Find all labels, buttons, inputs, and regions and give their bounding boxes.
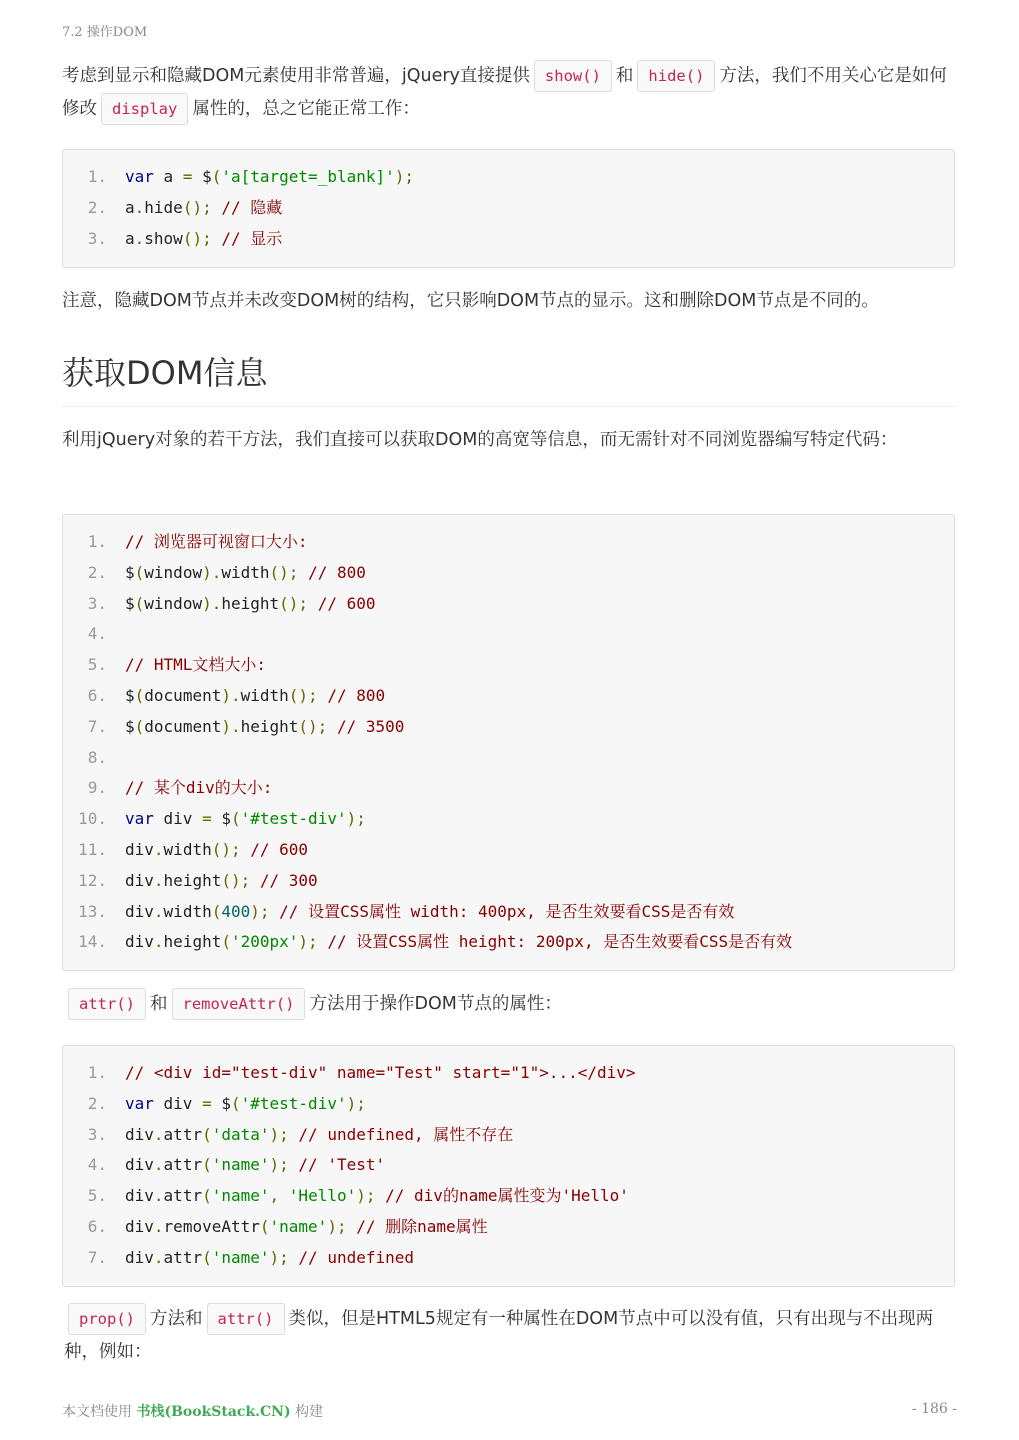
line-number: 5. xyxy=(87,655,107,675)
code-token xyxy=(212,198,222,217)
code-token xyxy=(327,717,337,736)
code-token: 400 xyxy=(221,901,251,921)
code-token: 'name' xyxy=(211,1247,270,1267)
code-block-attr xyxy=(62,1045,955,1287)
code-token: div xyxy=(125,870,154,890)
code-line xyxy=(63,804,954,835)
code-token: attr xyxy=(163,1186,203,1206)
code-token: ); xyxy=(394,167,415,186)
code-line xyxy=(63,162,954,193)
code-text xyxy=(125,1058,636,1089)
code-token: = xyxy=(202,809,212,829)
code-token: ( xyxy=(211,901,222,921)
code-token: width xyxy=(163,839,212,859)
running-header: 7.2 操作DOM xyxy=(62,25,148,40)
code-token: $ xyxy=(125,593,135,613)
code-token: div xyxy=(153,1093,203,1113)
code-token xyxy=(289,1125,299,1144)
line-number: 9. xyxy=(87,778,107,798)
code-token: div xyxy=(125,1124,154,1144)
code-token: div xyxy=(125,901,154,921)
line-number: 1. xyxy=(87,1063,107,1082)
code-token: height xyxy=(163,932,222,952)
code-token: window xyxy=(144,593,203,613)
code-token: ); xyxy=(346,1093,366,1113)
line-number: 6. xyxy=(87,685,107,705)
code-token: '#test-div' xyxy=(240,1093,347,1113)
code-line xyxy=(63,558,954,589)
code-token: ( xyxy=(221,932,231,952)
code-token: $ xyxy=(211,1093,231,1113)
code-token: div xyxy=(153,809,203,829)
inline-code-prop: prop() xyxy=(68,1303,146,1335)
line-number: 3. xyxy=(87,593,107,613)
code-token: // 300 xyxy=(259,870,318,890)
code-token: height xyxy=(221,593,280,613)
code-token xyxy=(347,1217,357,1236)
code-token: ); xyxy=(269,1124,289,1144)
code-line xyxy=(63,835,954,866)
paragraph-dom-info: 利用jQuery对象的若干方法，我们直接可以获取DOM的高宽等信息，而无需针对不同浏览器编写特定代码： xyxy=(62,430,898,450)
code-token: // 显示 xyxy=(221,228,283,248)
code-token: // HTML文档大小: xyxy=(125,655,267,675)
code-token xyxy=(279,1186,289,1205)
code-line xyxy=(63,193,954,224)
code-token: height xyxy=(240,716,299,736)
code-token: (); xyxy=(182,197,212,217)
code-line xyxy=(63,224,954,255)
code-token: ); xyxy=(298,932,318,952)
code-token: // 浏览器可视窗口大小: xyxy=(125,532,308,551)
code-token: div xyxy=(125,1186,154,1206)
paragraph-text: 类似，但是HTML5规定有一种属性在DOM节点中可以没有值，只有出现与不出现两种，例如： xyxy=(64,1309,934,1362)
code-token: . xyxy=(153,901,164,921)
code-token: attr xyxy=(163,1155,203,1175)
code-text xyxy=(125,224,282,255)
code-token: ). xyxy=(202,593,222,613)
code-text xyxy=(125,193,282,224)
inline-code-show: show() xyxy=(534,60,612,92)
code-text xyxy=(125,835,308,866)
code-text xyxy=(125,927,792,958)
code-line xyxy=(63,1243,954,1274)
code-line xyxy=(63,1181,954,1212)
line-number: 14. xyxy=(78,932,107,952)
footer-brand-link[interactable]: 书栈(BookStack.CN) xyxy=(136,1404,291,1420)
code-line xyxy=(63,681,954,712)
code-token: document xyxy=(144,685,222,705)
code-token: var xyxy=(125,1093,154,1113)
code-token: ). xyxy=(221,716,241,736)
code-token xyxy=(308,594,318,613)
line-number: 2. xyxy=(87,1093,107,1113)
code-text xyxy=(125,681,385,712)
line-number: 13. xyxy=(78,901,107,921)
code-token: a xyxy=(153,167,183,186)
line-number: 5. xyxy=(87,1186,107,1206)
code-token: . xyxy=(153,1155,164,1175)
code-token: // 800 xyxy=(308,562,366,582)
code-token: . xyxy=(134,228,145,248)
code-token: // div的name属性变为'Hello' xyxy=(385,1186,629,1206)
code-token xyxy=(289,1248,299,1267)
code-token: // 'Test' xyxy=(298,1155,386,1175)
code-token: window xyxy=(144,562,203,582)
code-text xyxy=(125,1150,385,1181)
code-line xyxy=(63,527,954,558)
paragraph-text: 方法和 xyxy=(150,1309,203,1329)
inline-code-removeattr: removeAttr() xyxy=(172,988,306,1020)
code-token: (); xyxy=(279,593,309,613)
line-number: 1. xyxy=(87,532,107,551)
code-token: width xyxy=(221,562,270,582)
code-token: div xyxy=(125,1247,154,1267)
code-token xyxy=(241,840,251,859)
code-line xyxy=(63,1212,954,1243)
code-token: // <div id="test-div" name="Test" start="1">...</div> xyxy=(125,1063,636,1082)
code-token: ). xyxy=(202,562,222,582)
code-token: document xyxy=(144,716,222,736)
code-line xyxy=(63,773,954,804)
inline-code-hide: hide() xyxy=(637,60,715,92)
code-token: 'Hello' xyxy=(288,1186,357,1206)
code-text xyxy=(125,558,366,589)
code-token: . xyxy=(153,1124,164,1144)
code-token: $ xyxy=(192,167,212,186)
code-line xyxy=(63,650,954,681)
code-token: width xyxy=(163,901,212,921)
code-token xyxy=(318,932,328,951)
code-text xyxy=(125,589,375,620)
code-line xyxy=(63,743,954,774)
paragraph-prop xyxy=(64,1303,959,1369)
code-token: ( xyxy=(134,716,145,736)
code-token: ( xyxy=(202,1186,212,1206)
code-token: height xyxy=(163,870,222,890)
paragraph-text: 考虑到显示和隐藏DOM元素使用非常普遍，jQuery直接提供 xyxy=(62,66,530,86)
inline-code-attr: attr() xyxy=(68,988,146,1020)
code-line xyxy=(63,897,954,928)
line-number: 8. xyxy=(87,747,107,767)
code-text xyxy=(125,712,404,743)
code-token: ); xyxy=(346,809,366,829)
code-token: ( xyxy=(202,1124,212,1144)
code-line xyxy=(63,1120,954,1151)
code-token: // 设置CSS属性 height: 200px, 是否生效要看CSS是否有效 xyxy=(327,932,793,952)
paragraph-text: 和 xyxy=(150,994,168,1014)
code-text xyxy=(125,1243,414,1274)
code-line xyxy=(63,589,954,620)
section-heading: 获取DOM信息 xyxy=(62,350,957,407)
paragraph-text: 方法用于操作DOM节点的属性： xyxy=(309,994,562,1014)
code-token: . xyxy=(153,1247,164,1267)
code-token: // undefined xyxy=(298,1247,415,1267)
code-text xyxy=(125,773,272,804)
paragraph-attr xyxy=(64,988,959,1021)
code-token: $ xyxy=(211,809,231,829)
code-token: div xyxy=(125,839,154,859)
code-token: $ xyxy=(125,562,135,582)
code-token: . xyxy=(153,1186,164,1206)
code-token: a xyxy=(125,228,135,248)
line-number: 10. xyxy=(78,809,107,829)
footer-prefix: 本文档使用 xyxy=(62,1404,132,1420)
code-token: ( xyxy=(202,1247,212,1267)
code-block-dimensions xyxy=(62,514,955,971)
code-text xyxy=(125,527,308,558)
footer-credit xyxy=(62,1401,323,1421)
code-line xyxy=(63,1150,954,1181)
line-number: 7. xyxy=(87,1247,107,1267)
line-number: 3. xyxy=(87,228,107,248)
code-text xyxy=(125,650,266,681)
code-token: (); xyxy=(269,562,299,582)
code-token: ); xyxy=(250,901,270,921)
code-token: $ xyxy=(125,716,135,736)
code-block-show-hide xyxy=(62,149,955,268)
code-token: attr xyxy=(163,1124,203,1144)
code-token: // 设置CSS属性 width: 400px, 是否生效要看CSS是否有效 xyxy=(279,901,735,921)
footer-suffix: 构建 xyxy=(295,1404,324,1420)
code-token: = xyxy=(182,167,193,186)
code-token: ); xyxy=(356,1186,376,1206)
code-token: '#test-div' xyxy=(240,809,347,829)
code-token: ); xyxy=(269,1155,289,1175)
code-token: 'name' xyxy=(269,1216,328,1236)
code-token: ( xyxy=(211,167,222,186)
code-text xyxy=(125,1120,513,1151)
code-line xyxy=(63,1089,954,1120)
code-text xyxy=(125,804,366,835)
paragraph-note: 注意，隐藏DOM节点并未改变DOM树的结构，它只影响DOM节点的显示。这和删除DOM节点是不同的。 xyxy=(62,291,879,311)
code-token xyxy=(376,1186,386,1205)
code-token: ( xyxy=(134,685,145,705)
line-number: 4. xyxy=(87,1155,107,1175)
code-line xyxy=(63,866,954,897)
code-token: // undefined, 属性不存在 xyxy=(298,1124,514,1144)
code-token: show xyxy=(144,228,183,248)
code-line xyxy=(63,619,954,650)
paragraph-text: 属性的，总之它能正常工作： xyxy=(192,99,420,119)
code-token: div xyxy=(125,932,154,952)
code-token: // 3500 xyxy=(336,716,405,736)
paragraph-text: 方法，我们不用关心它是如何修改 xyxy=(62,66,947,119)
line-number: 4. xyxy=(87,624,107,644)
code-token: . xyxy=(134,197,145,217)
code-token: var xyxy=(125,809,154,829)
line-number: 1. xyxy=(87,167,107,186)
code-token: // 隐藏 xyxy=(221,197,283,217)
code-token: div xyxy=(125,1155,154,1175)
code-token: ); xyxy=(327,1216,347,1236)
code-token: (); xyxy=(288,685,318,705)
code-token: // 600 xyxy=(317,593,376,613)
code-token: attr xyxy=(163,1247,203,1267)
inline-code-display: display xyxy=(101,93,188,125)
code-token: = xyxy=(202,1093,212,1113)
code-text xyxy=(125,1212,488,1243)
code-token: . xyxy=(153,1216,164,1236)
code-token: . xyxy=(153,932,164,952)
line-number: 12. xyxy=(78,870,107,890)
code-token: ). xyxy=(221,685,241,705)
code-token: 'name' xyxy=(211,1155,270,1175)
code-token xyxy=(289,1155,299,1174)
code-token: ( xyxy=(134,593,145,613)
code-token: width xyxy=(240,685,289,705)
code-token: ); xyxy=(269,1247,289,1267)
code-token xyxy=(318,686,328,705)
code-token: ( xyxy=(230,1093,241,1113)
code-token: 'a[target=_blank]' xyxy=(221,167,395,186)
page-number: - 186 - xyxy=(911,1401,957,1417)
code-token: ( xyxy=(230,809,241,829)
code-token: // 600 xyxy=(250,839,309,859)
code-token: ( xyxy=(134,562,145,582)
line-number: 2. xyxy=(87,562,107,582)
code-line xyxy=(63,927,954,958)
line-number: 11. xyxy=(78,839,107,859)
code-line xyxy=(63,1058,954,1089)
code-text xyxy=(125,162,414,193)
code-token: 'name' xyxy=(211,1186,270,1206)
code-token: // 800 xyxy=(327,685,386,705)
inline-code-attr: attr() xyxy=(207,1303,285,1335)
code-token: $ xyxy=(125,685,135,705)
line-number: 6. xyxy=(87,1216,107,1236)
code-token: . xyxy=(153,870,164,890)
line-number: 2. xyxy=(87,197,107,217)
code-token: (); xyxy=(221,870,251,890)
code-token: , xyxy=(269,1186,280,1206)
code-text xyxy=(125,897,734,928)
paragraph-text: 和 xyxy=(615,66,634,86)
code-text xyxy=(125,1181,629,1212)
code-token: a xyxy=(125,197,135,217)
code-text xyxy=(125,866,318,897)
line-number: 7. xyxy=(87,716,107,736)
code-token: div xyxy=(125,1216,154,1236)
code-token: hide xyxy=(144,197,183,217)
code-text xyxy=(125,1089,366,1120)
code-token: removeAttr xyxy=(163,1216,260,1236)
code-token: (); xyxy=(211,839,241,859)
code-token: '200px' xyxy=(230,932,299,952)
code-line xyxy=(63,712,954,743)
paragraph-show-hide xyxy=(62,60,957,126)
code-token: ( xyxy=(202,1155,212,1175)
code-token: (); xyxy=(182,228,212,248)
code-token: var xyxy=(125,167,154,186)
code-token: // 某个div的大小: xyxy=(125,778,273,798)
code-token xyxy=(270,902,280,921)
code-token: ( xyxy=(259,1216,270,1236)
code-token: // 删除name属性 xyxy=(356,1216,488,1236)
code-token xyxy=(298,563,308,582)
code-token xyxy=(212,229,222,248)
line-number: 3. xyxy=(87,1124,107,1144)
code-token: (); xyxy=(298,716,328,736)
code-token: . xyxy=(153,839,164,859)
code-token: 'data' xyxy=(211,1124,270,1144)
code-token xyxy=(250,871,260,890)
